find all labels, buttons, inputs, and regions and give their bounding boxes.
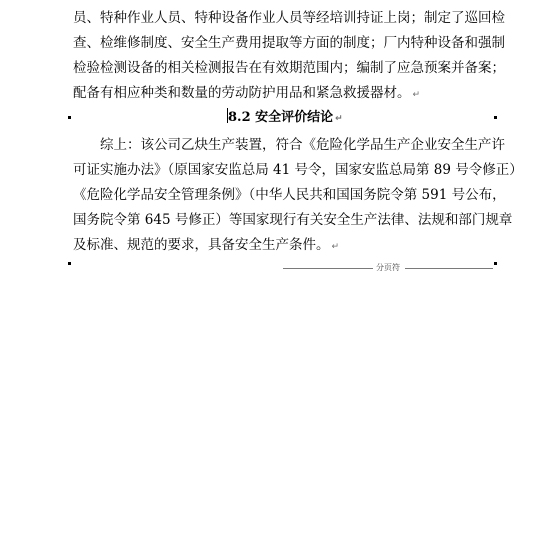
text-line: 查、检维修制度、安全生产费用提取等方面的制度；厂内特种设备和强制 <box>73 35 505 51</box>
text-line <box>73 81 498 106</box>
text-line: 员、特种作业人员、特种设备作业人员等经培训持证上岗；制定了巡回检 <box>73 10 505 26</box>
conclusion-paragraph <box>73 133 523 258</box>
text-line-content: 配备有相应种类和数量的劳动防护用品和紧急救援器材。 <box>73 85 411 101</box>
text-boundary-marker <box>494 116 497 119</box>
paragraph-continuation <box>73 6 505 106</box>
section-heading-text: 8.2 安全评价结论 <box>228 110 334 125</box>
paragraph-mark-icon: ↵ <box>331 242 340 252</box>
text-boundary-marker <box>68 116 71 119</box>
text-line <box>73 233 498 258</box>
text-boundary-marker <box>494 262 497 265</box>
text-line: 综上：该公司乙炔生产装置，符合《危险化学品生产企业安全生产许 <box>100 137 505 153</box>
text-boundary-marker <box>68 262 71 265</box>
section-heading[interactable] <box>227 108 343 128</box>
page-break-line <box>283 268 373 269</box>
text-line: 可证实施办法》（原国家安监总局 41 号令，国家安监总局第 89 号令修正） <box>73 162 523 178</box>
paragraph-mark-icon: ↵ <box>412 90 421 100</box>
text-line: 国务院令第 645 号修正）等国家现行有关安全生产法律、法规和部门规章 <box>73 212 513 228</box>
paragraph-mark-icon: ↵ <box>335 114 343 124</box>
text-line: 《危险化学品安全管理条例》（中华人民共和国国务院令第 591 号公布， <box>73 187 506 203</box>
text-line: 检验检测设备的相关检测报告在有效期范围内；编制了应急预案并备案； <box>73 60 505 76</box>
page-break-line <box>405 268 493 269</box>
text-line-content: 及标准、规范的要求，具备安全生产条件。 <box>73 237 330 253</box>
page-break-label: 分页符 <box>376 263 400 272</box>
